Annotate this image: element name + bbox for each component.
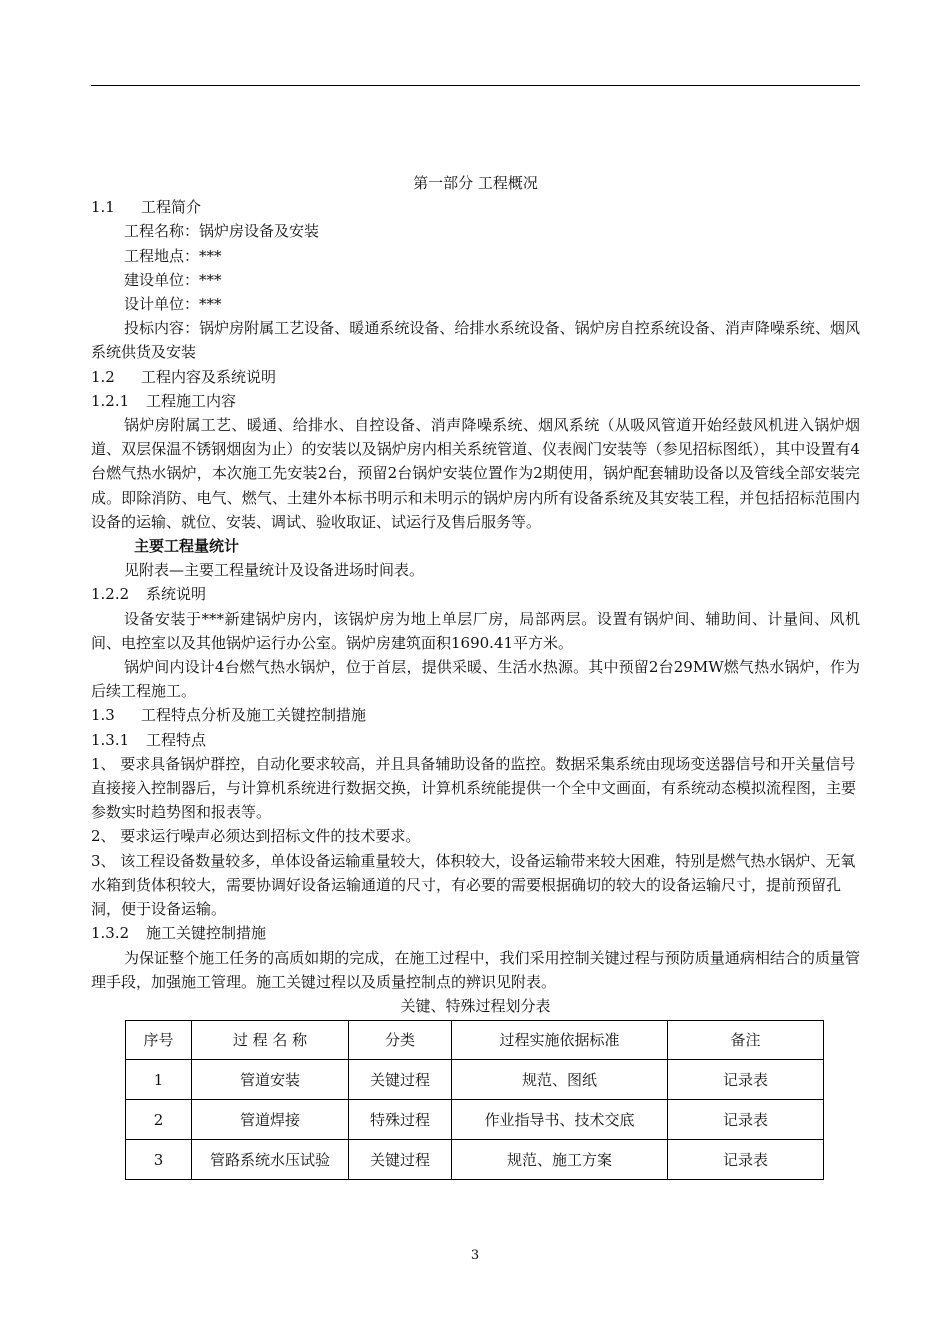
heading-1-1: 1.1 工程简介: [91, 198, 202, 217]
table-cell: 作业指导书、技术交底: [452, 1100, 668, 1140]
header-rule: [91, 85, 860, 86]
quantities-text: 见附表—主要工程量统计及设备进场时间表。: [124, 561, 425, 580]
header-cell: 分类: [349, 1021, 452, 1060]
project-designer: 设计单位：***: [124, 295, 222, 314]
table-header-row: [126, 1021, 824, 1060]
table-cell: 关键过程: [349, 1060, 452, 1100]
header-cell: 备注: [668, 1021, 824, 1060]
heading-1-2-2: 1.2.2 系统说明: [91, 585, 207, 604]
heading-1-3: 1.3 工程特点分析及施工关键控制措施: [91, 706, 367, 725]
table-cell: 关键过程: [349, 1140, 452, 1180]
table-title: 关键、特殊过程划分表: [400, 996, 551, 1015]
heading-1-3-1: 1.3.1 工程特点: [91, 730, 207, 749]
table-cell: 规范、施工方案: [452, 1140, 668, 1180]
section-title: 第一部分 工程概况: [413, 174, 538, 192]
system-paragraph-1: 设备安装于***新建锅炉房内，该锅炉房为地上单层厂房，局部两层。设置有锅炉间、辅助间、计量间、风机间、电控室以及其他锅炉运行办公室。锅炉房建筑面积1690.41平方米。: [91, 609, 860, 652]
heading-1-2-1: 1.2.1 工程施工内容: [91, 391, 237, 410]
process-table: [125, 1020, 824, 1180]
table-cell: 记录表: [668, 1140, 824, 1180]
header-cell: 过 程 名 称: [192, 1021, 349, 1060]
project-name: 工程名称：锅炉房设备及安装: [124, 222, 320, 241]
quantities-heading: 主要工程量统计: [134, 537, 240, 556]
header-cell: 序号: [126, 1021, 192, 1060]
table-cell: 记录表: [668, 1060, 824, 1100]
table-row: [126, 1100, 824, 1140]
page-number: 3: [470, 1248, 480, 1263]
table-cell: 3: [126, 1140, 192, 1180]
table-cell: 规范、图纸: [452, 1060, 668, 1100]
feature-item: 1、 要求具备锅炉群控，自动化要求较高，并且具备辅助设备的监控。数据采集系统由现场变送器信号和开关量信号直接接入控制器后，与计算机系统进行数据交换，计算机系统能提供一个全中文画面，有系统动态模拟流程图，主要参数实时趋势图和报表等。: [91, 754, 857, 822]
table-cell: 特殊过程: [349, 1100, 452, 1140]
project-location: 工程地点：***: [124, 246, 222, 265]
header-cell: 过程实施依据标准: [452, 1021, 668, 1060]
system-paragraph-2: 锅炉间内设计4台燃气热水锅炉，位于首层，提供采暖、生活水热源。其中预留2台29MW燃气热水锅炉，作为后续工程施工。: [91, 658, 860, 701]
construction-content: 锅炉房附属工艺、暖通、给排水、自控设备、消声降噪系统、烟风系统（从吸风管道开始经鼓风机进入锅炉烟道、双层保温不锈钢烟囱为止）的安装以及锅炉房内相关系统管道、仪表阀门安装等（参见招标图纸），其中设置有4台燃气热水锅炉，本次施工先安装2台，预留2台锅炉安装位置作为2期使用，锅炉配套辅助设备以及管线全部安装完成。即除消防、电气、燃气、土建外本标书明示和未明示的锅炉房内所有设备系统及其安装工程，并包括招标范围内设备的运输、就位、安装、调试、验收取证、试运行及售后服务等。: [91, 416, 860, 531]
feature-item: 2、 要求运行噪声必须达到招标文件的技术要求。: [91, 827, 421, 846]
table-cell: 1: [126, 1060, 192, 1100]
table-row: [126, 1140, 824, 1180]
feature-item: 3、 该工程设备数量较多，单体设备运输重量较大，体积较大，设备运输带来较大困难，特别是燃气热水锅炉、无氧水箱到货体积较大，需要协调好设备运输通道的尺寸，有必要的需要根据确切的较大的设备运输尺寸，提前预留孔洞，便于设备运输。: [91, 851, 856, 919]
table-cell: 管道安装: [192, 1060, 349, 1100]
table-cell: 管道焊接: [192, 1100, 349, 1140]
bid-content: 投标内容：锅炉房附属工艺设备、暖通系统设备、给排水系统设备、锅炉房自控系统设备、消声降噪系统、烟风系统供货及安装: [91, 319, 860, 362]
heading-1-3-2: 1.3.2 施工关键控制措施: [91, 924, 267, 943]
document-body: [91, 171, 860, 1180]
control-text: 为保证整个施工任务的高质如期的完成，在施工过程中，我们采用控制关键过程与预防质量通病相结合的质量管理手段，加强施工管理。施工关键过程以及质量控制点的辨识见附表。: [91, 948, 860, 991]
table-row: [126, 1060, 824, 1100]
table-cell: 管路系统水压试验: [192, 1140, 349, 1180]
table-cell: 记录表: [668, 1100, 824, 1140]
project-builder: 建设单位：***: [124, 270, 222, 289]
heading-1-2: 1.2 工程内容及系统说明: [91, 367, 277, 386]
table-cell: 2: [126, 1100, 192, 1140]
